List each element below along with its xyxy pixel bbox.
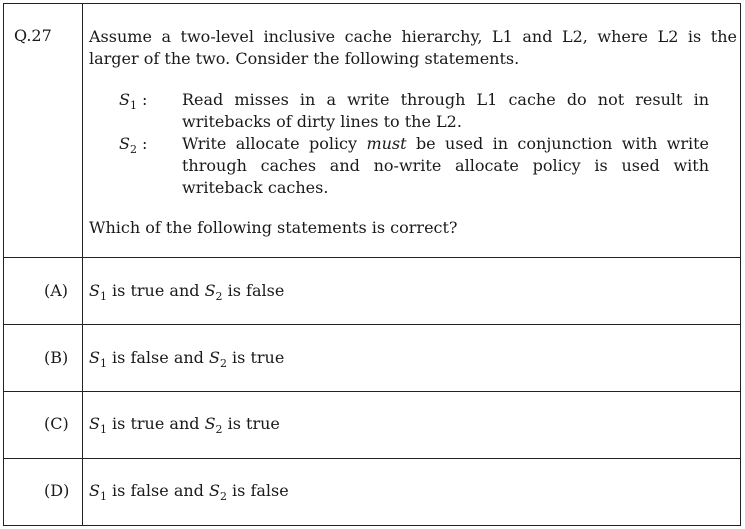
option-a-letter: (A): [44, 281, 69, 300]
statement-s1: [119, 89, 709, 133]
option-d-text[interactable]: $S_1$ is false and $S_2$ is false: [89, 481, 289, 504]
row-divider: [4, 257, 740, 258]
row-divider: [4, 391, 740, 392]
statement-text: Write allocate policy must be used in conjunction with write through caches and no-write allocate policy is used with writeback caches.: [182, 134, 709, 197]
statement-s2: [119, 133, 709, 199]
statement-label: $S_2$ :: [119, 134, 148, 157]
option-b-letter: (B): [44, 348, 69, 367]
option-b-text[interactable]: $S_1$ is false and $S_2$ is true: [89, 348, 285, 371]
question-prompt: Which of the following statements is correct?: [89, 218, 458, 237]
statement-list: [119, 89, 709, 199]
option-a-text[interactable]: $S_1$ is true and $S_2$ is false: [89, 281, 285, 304]
statement-text: Read misses in a write through L1 cache do not result in writebacks of dirty lines to the L2.: [182, 90, 709, 131]
statement-label: $S_1$ :: [119, 90, 148, 113]
question-table: [3, 3, 741, 526]
row-divider: [4, 525, 740, 526]
column-divider: [82, 4, 83, 526]
option-c-text[interactable]: $S_1$ is true and $S_2$ is true: [89, 414, 280, 437]
row-divider: [4, 324, 740, 325]
option-d-letter: (D): [44, 481, 70, 500]
question-number: Q.27: [14, 26, 52, 45]
option-c-letter: (C): [44, 414, 69, 433]
row-divider: [4, 458, 740, 459]
question-stem: Assume a two-level inclusive cache hierarchy, L1 and L2, where L2 is the larger of the two. Consider the following statements.: [89, 27, 737, 68]
